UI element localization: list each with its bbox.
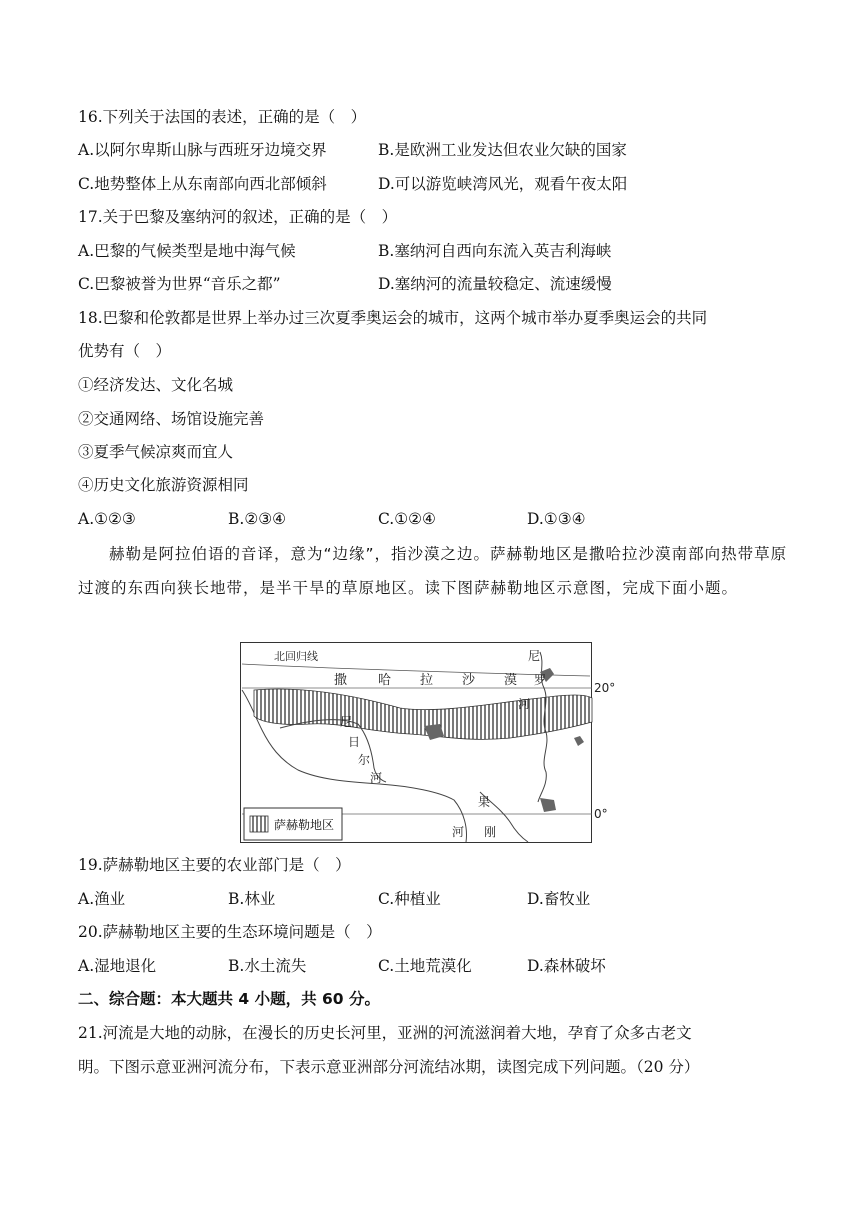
congo-label-0: 果 [478,795,491,809]
q18-option-b: B.②③④ [228,510,287,528]
desert-label-3: 沙 [462,673,476,688]
q17-stem: 17.关于巴黎及塞纳河的叙述，正确的是（ ） [78,208,398,226]
q18-stem-line1: 18.巴黎和伦敦都是世界上举办过三次夏季奥运会的城市，这两个城市举办夏季奥运会的共同 [78,309,708,327]
q19-option-a: A.渔业 [78,890,126,908]
q18-option-a: A.①②③ [78,510,136,528]
q18-option-c: C.①②④ [378,510,436,528]
q21-line1: 21.河流是大地的动脉，在漫长的历史长河里，亚洲的河流滋润着大地，孕育了众多古老文 [78,1024,692,1042]
desert-label-2: 拉 [420,673,434,688]
niger-label-2: 尔 [358,753,371,767]
q21-line2: 明。下图示意亚洲河流分布，下表示意亚洲部分河流结冰期，读图完成下列问题。（20 分） [78,1058,700,1076]
congo-label-2: 刚 [484,825,497,839]
q20-stem: 20.萨赫勒地区主要的生态环境问题是（ ） [78,923,382,941]
q16-option-c: C.地势整体上从东南部向西北部倾斜 [78,175,327,193]
q18-option-d: D.①③④ [527,510,586,528]
section-2-heading: 二、综合题：本大题共 4 小题，共 60 分。 [78,990,380,1008]
q19-stem: 19.萨赫勒地区主要的农业部门是（ ） [78,856,351,874]
q19-option-b: B.林业 [228,890,276,908]
legend-swatch [250,816,268,832]
desert-label-1: 哈 [378,673,392,688]
legend-label: 萨赫勒地区 [274,818,335,832]
q16-option-b: B.是欧洲工业发达但农业欠缺的国家 [378,141,627,159]
tropic-label: 北回归线 [274,650,318,663]
q20-option-c: C.土地荒漠化 [378,957,472,975]
niger-label-1: 日 [348,735,361,749]
q20-option-a: A.湿地退化 [78,957,157,975]
q17-option-a: A.巴黎的气候类型是地中海气候 [78,242,296,260]
desert-label-0: 撒 [334,673,348,688]
q16-option-d: D.可以游览峡湾风光，观看午夜太阳 [378,175,628,193]
q20-option-b: B.水土流失 [228,957,307,975]
q20-option-d: D.森林破坏 [527,957,606,975]
q19-option-d: D.畜牧业 [527,890,591,908]
desert-label-4: 漠 [504,673,518,688]
q18-item-1: ①经济发达、文化名城 [78,376,234,394]
q16-option-a: A.以阿尔卑斯山脉与西班牙边境交界 [78,141,327,159]
q18-item-4: ④历史文化旅游资源相同 [78,476,249,494]
q19-option-c: C.种植业 [378,890,441,908]
niger-label-3: 河 [370,771,383,785]
sahel-map [240,642,622,844]
q18-stem-line2: 优势有（ ） [78,342,172,360]
lat20-label: 20° [594,681,616,695]
lat0-label: 0° [594,807,608,821]
nile-label-1: 罗 [534,673,547,687]
nile-label-2: 河 [518,697,531,711]
reading-passage: 赫勒是阿拉伯语的音译，意为“边缘”，指沙漠之边。萨赫勒地区是撒哈拉沙漠南部向热带草原过渡的东西向狭长地带，是半干旱的草原地区。读下图萨赫勒地区示意图，完成下面小题。 [78,545,788,597]
nile-label-0: 尼 [528,649,541,663]
q17-option-c: C.巴黎被誉为世界“音乐之都” [78,275,281,293]
q18-item-3: ③夏季气候凉爽而宜人 [78,443,234,461]
q16-stem: 16.下列关于法国的表述，正确的是（ ） [78,108,367,126]
niger-label-0: 尼 [340,715,353,729]
congo-label-1: 河 [452,825,465,839]
q17-option-b: B.塞纳河自西向东流入英吉利海峡 [378,242,612,260]
q18-item-2: ②交通网络、场馆设施完善 [78,410,265,428]
q17-option-d: D.塞纳河的流量较稳定、流速缓慢 [378,275,612,293]
